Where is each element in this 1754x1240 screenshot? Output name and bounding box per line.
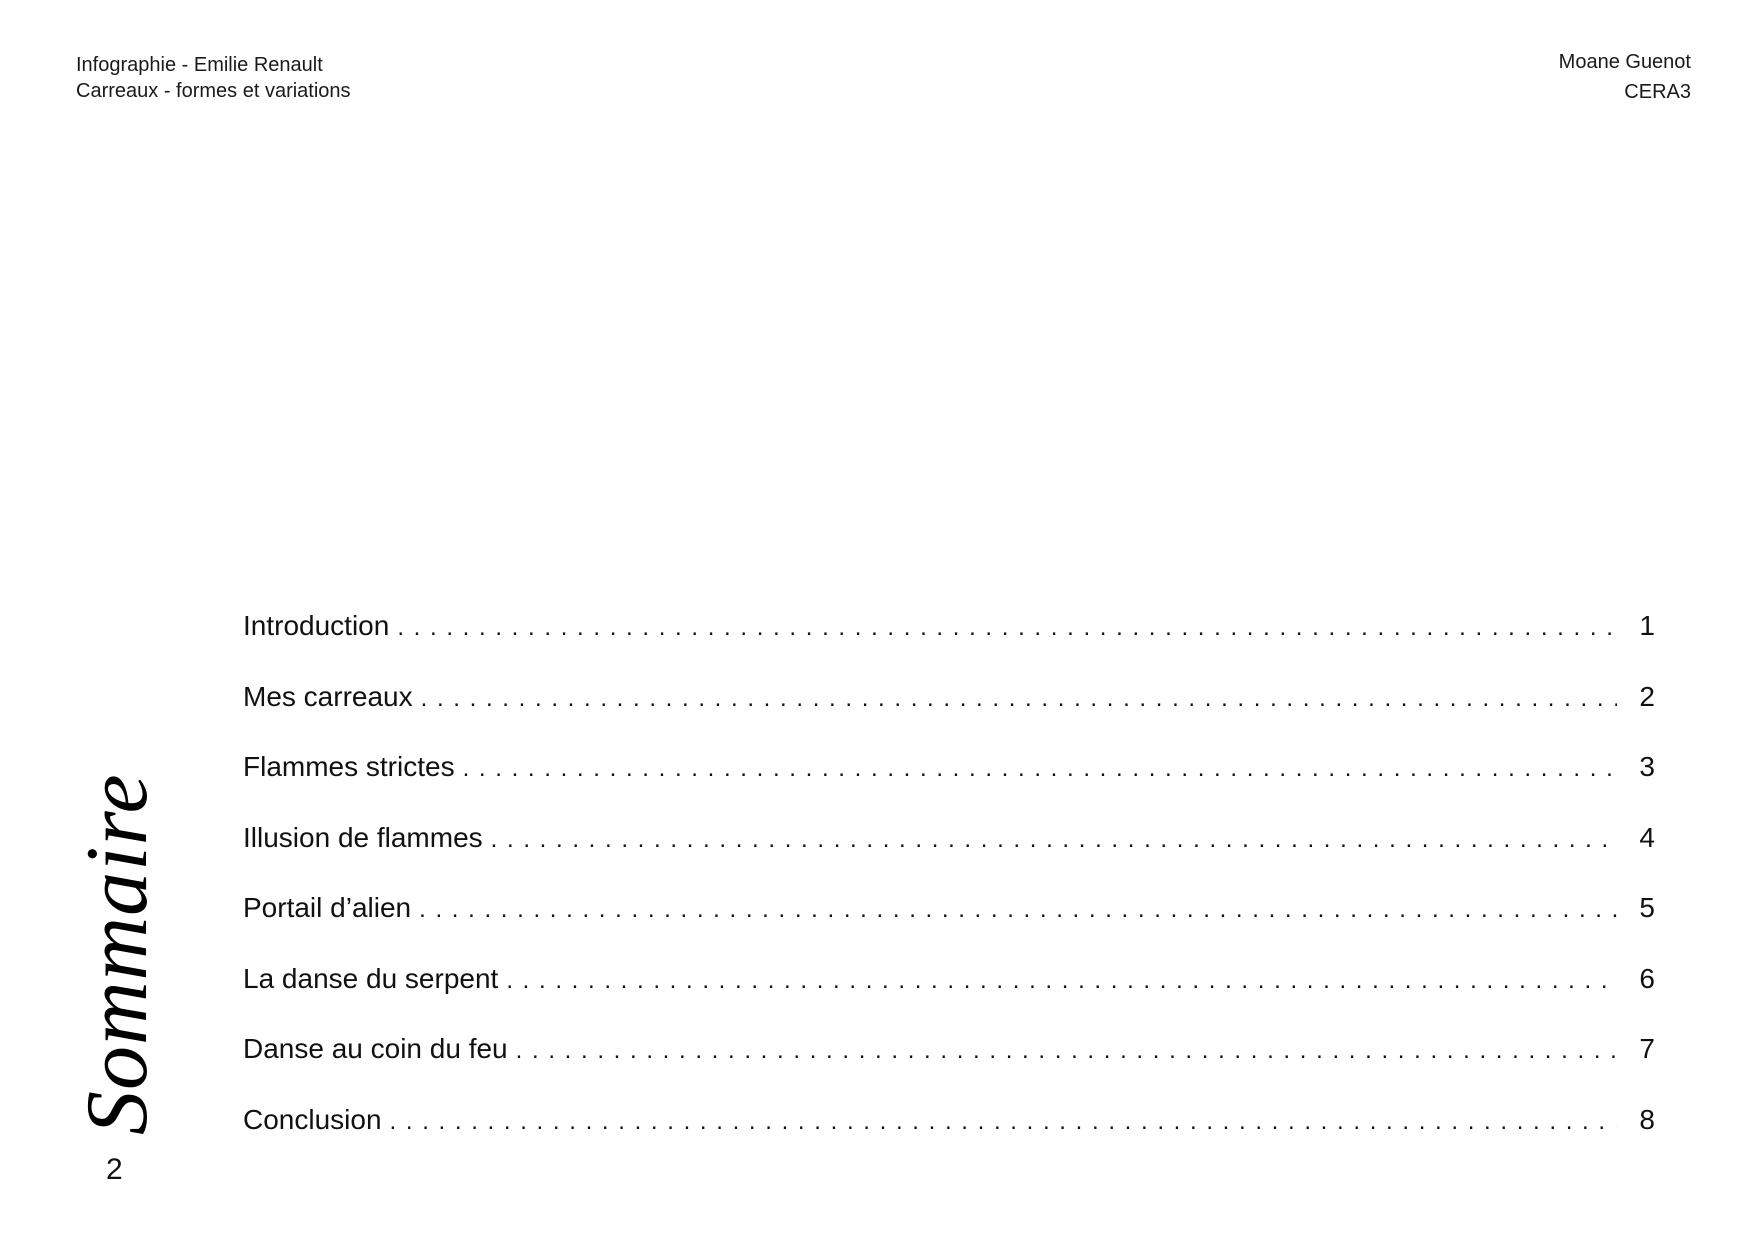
toc-entry xyxy=(243,1100,1655,1171)
author-name: Moane Guenot xyxy=(1558,51,1691,73)
toc-dot-leader xyxy=(421,677,1617,719)
toc-entry-page: 7 xyxy=(1639,1033,1655,1064)
page-title: Sommaire xyxy=(69,773,166,1135)
page-number: 2 xyxy=(106,1153,123,1186)
toc-dot-leader xyxy=(390,1100,1617,1142)
toc-entry xyxy=(243,818,1655,889)
toc-entry-label: Illusion de flammes xyxy=(243,821,483,853)
table-of-contents xyxy=(243,606,1655,1170)
toc-entry-label: Portail d’alien xyxy=(243,892,412,923)
header-left xyxy=(76,52,351,104)
toc-entry xyxy=(243,677,1655,748)
toc-dot-leader xyxy=(516,1029,1617,1071)
toc-entry-page: 3 xyxy=(1639,751,1655,782)
document-subject: Carreaux - formes et variations xyxy=(76,80,351,102)
toc-entry xyxy=(243,959,1655,1030)
class-name: CERA3 xyxy=(1624,81,1691,103)
toc-dot-leader xyxy=(491,818,1617,860)
toc-entry xyxy=(243,888,1655,959)
course-title: Infographie - Emilie Renault xyxy=(76,54,323,76)
toc-entry-page: 1 xyxy=(1639,610,1655,641)
toc-entry-page: 4 xyxy=(1639,821,1655,853)
toc-entry-label: La danse du serpent xyxy=(243,962,499,994)
toc-dot-leader xyxy=(419,888,1617,930)
toc-dot-leader xyxy=(397,606,1617,648)
toc-entry xyxy=(243,606,1655,677)
header-right xyxy=(1559,47,1691,107)
toc-entry-label: Flammes strictes xyxy=(243,751,455,782)
toc-entry-page: 5 xyxy=(1639,892,1655,923)
toc-entry-page: 6 xyxy=(1639,962,1655,994)
toc-entry-page: 8 xyxy=(1639,1103,1655,1135)
toc-entry-label: Conclusion xyxy=(243,1103,382,1135)
toc-entry-page: 2 xyxy=(1639,680,1655,712)
toc-entry xyxy=(243,747,1655,818)
toc-dot-leader xyxy=(506,959,1617,1001)
toc-entry-label: Mes carreaux xyxy=(243,680,413,712)
toc-entry-label: Introduction xyxy=(243,610,390,641)
toc-entry-label: Danse au coin du feu xyxy=(243,1033,508,1064)
toc-dot-leader xyxy=(463,747,1617,789)
toc-entry xyxy=(243,1029,1655,1100)
